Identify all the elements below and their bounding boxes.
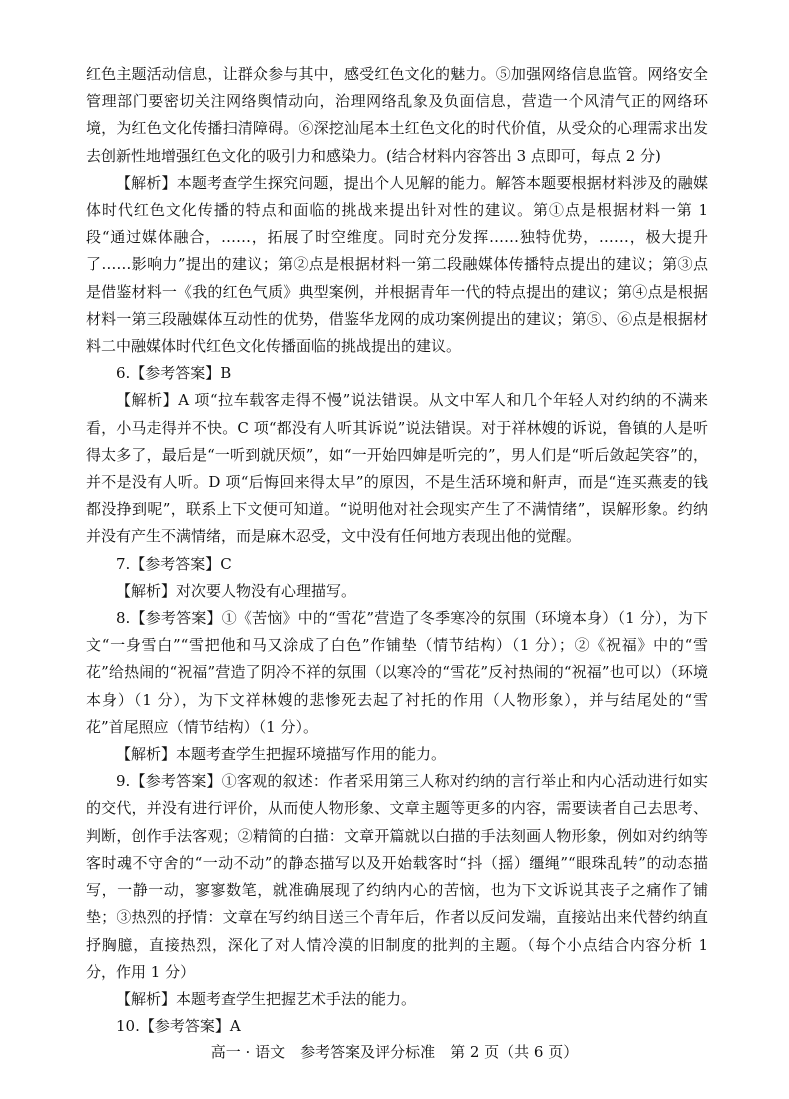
analysis-paragraph-q7: 【解析】对次要人物没有心理描写。	[116, 581, 357, 600]
analysis-paragraph-q6: 【解析】A 项“拉车载客走得不慢”说法错误。从文中军人和几个年轻人对约纳的不满来看，小马走得并不快。C 项“都没有人听其诉说”说法错误。对于祥林嫂的诉说，鲁镇的人是听得太多了，最后是“一听到就厌烦”，如“一开始四婶是听完的”，男人们是“听后敛起笑容”的，并不是没有人听。D 项“后悔回来得太早”的原因，不是生活环境和鼾声，而是“连买燕麦的钱都没挣到呢”，联系上下文便可知道。“说明他对社会现实产生了不满情绪”，误解形象。约纳并没有产生不满情绪，而是麻木忍受，文中没有任何地方表现出他的觉醒。	[86, 391, 708, 546]
answer-q7: 7.【参考答案】C	[116, 554, 232, 573]
analysis-paragraph-q9: 【解析】本题考查学生把握艺术手法的能力。	[116, 989, 417, 1008]
page-footer: 高一 · 语文 参考答案及评分标准 第 2 页（共 6 页）	[210, 1043, 579, 1061]
analysis-paragraph-q8: 【解析】本题考查学生把握环境描写作用的能力。	[116, 745, 447, 764]
answer-q10: 10.【参考答案】A	[116, 1017, 241, 1036]
answer-q9: 9.【参考答案】①客观的叙述：作者采用第三人称对约纳的言行举止和内心活动进行如实的交代，并没有进行评价，从而使人物形象、文章主题等更多的内容，需要读者自己去思考、判断，创作手法客观；②精简的白描：文章开篇就以白描的手法刻画人物形象，例如对约纳等客时魂不守舍的“一动不动”的静态描写以及开始载客时“抖（摇）缰绳”“眼珠乱转”的动态描写，一静一动，寥寥数笔，就准确展现了约纳内心的苦恼，也为下文诉说其丧子之痛作了铺垫；③热烈的抒情：文章在写约纳目送三个青年后，作者以反问发端，直接站出来代替约纳直抒胸臆，直接热烈，深化了对人情冷漠的旧制度的批判的主题。（每个小点结合内容分析 1 分，作用 1 分）	[86, 772, 708, 981]
answer-paragraph-continuation: 红色主题活动信息，让群众参与其中，感受红色文化的魅力。⑤加强网络信息监管。网络安全管理部门要密切关注网络舆情动向，治理网络乱象及负面信息，营造一个风清气正的网络环境，为红色文化传播扫清障碍。⑥深挖汕尾本土红色文化的时代价值，从受众的心理需求出发去创新性地增强红色文化的吸引力和感染力。(结合材料内容答出 3 点即可，每点 2 分)	[86, 65, 708, 165]
analysis-paragraph-q5: 【解析】本题考查学生探究问题，提出个人见解的能力。解答本题要根据材料涉及的融媒体时代红色文化传播的特点和面临的挑战来提出针对性的建议。第①点是根据材料一第 1 段“通过媒体融合，……，拓展了时空维度。同时充分发挥……独特优势，……，极大提升了……影响力”提出的建议；第②点是根据材料一第二段融媒体传播特点提出的建议；第③点是借鉴材料一《我的红色气质》典型案例，并根据青年一代的特点提出的建议；第④点是根据材料一第三段融媒体互动性的优势，借鉴华龙网的成功案例提出的建议；第⑤、⑥点是根据材料二中融媒体时代红色文化传播面临的挑战提出的建议。	[86, 173, 708, 356]
document-body	[86, 61, 708, 1040]
answer-q6: 6.【参考答案】B	[116, 364, 232, 383]
answer-q8: 8.【参考答案】①《苦恼》中的“雪花”营造了冬季寒冷的氛围（环境本身）（1 分），为下文“一身雪白”“雪把他和马又涂成了白色”作铺垫（情节结构）（1 分）；②《祝福》中的“雪花”给热闹的“祝福”营造了阴冷不祥的氛围（以寒冷的“雪花”反衬热闹的“祝福”也可以）（环境本身）（1 分），为下文祥林嫂的悲惨死去起了衬托的作用（人物形象），并与结尾处的“雪花”首尾照应（情节结构）（1 分）。	[86, 609, 708, 736]
